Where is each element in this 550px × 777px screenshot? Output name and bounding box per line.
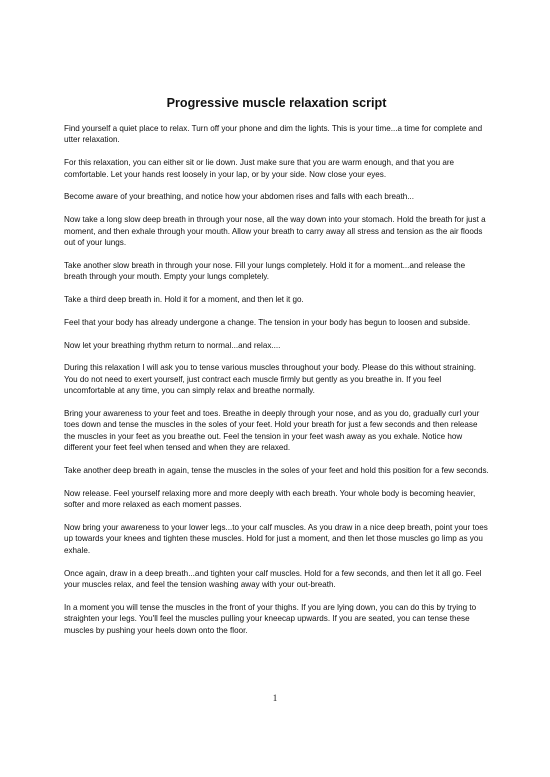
document-title: Progressive muscle relaxation script	[166, 96, 387, 110]
paragraph: Find yourself a quiet place to relax. Turn off your phone and dim the lights. This is your time...a time for complete and utter relaxation.	[64, 124, 483, 145]
paragraph: Take another deep breath in again, tense the muscles in the soles of your feet and hold this position for a few seconds.	[64, 466, 489, 476]
paragraph: Feel that your body has already undergone a change. The tension in your body has begun to loosen and subside.	[64, 317, 471, 327]
paragraph: In a moment you will tense the muscles in the front of your thighs. If you are lying down, you can do this by trying to straighten your legs. You'll feel the muscles pulling your kneecap upwards. If you are seated, you can tense these muscles by pushing your heels down onto the floor.	[64, 602, 477, 635]
paragraph: For this relaxation, you can either sit or lie down. Just make sure that you are warm enough, and that you are comfortable. Let your hands rest loosely in your lap, or by your side. Now close your eyes.	[64, 158, 455, 179]
paragraph: Become aware of your breathing, and notice how your abdomen rises and falls with each breath...	[64, 192, 415, 202]
paragraph: Bring your awareness to your feet and toes. Breathe in deeply through your nose, and as you do, gradually curl your toes down and tense the muscles in the soles of your feet. Hold your breath for just a few seconds and then release the muscles in your feet as you breathe out. Feel the tension in your feet wash away as you exhale. Notice how different your feet feel when tensed and when they are relaxed.	[64, 409, 480, 453]
paragraph: Take a third deep breath in. Hold it for a moment, and then let it go.	[64, 295, 304, 305]
page-content	[64, 96, 489, 647]
paragraph: Take another slow breath in through your nose. Fill your lungs completely. Hold it for a moment...and release the breath through your mouth. Empty your lungs completely.	[64, 260, 466, 282]
paragraph: Now let your breathing rhythm return to normal...and relax....	[64, 340, 281, 350]
paragraph: Once again, draw in a deep breath...and tighten your calf muscles. Hold for a few seconds, and then let it all go. Feel your muscles relax, and feel the tension washing away with your out-breath.	[64, 568, 482, 590]
paragraph: During this relaxation I will ask you to tense various muscles throughout your body. Please do this without straining. You do not need to exert yourself, just contract each muscle firmly but gently as you breathe in. If you feel uncomfortable at any time, you can simply relax and breathe normally.	[64, 363, 476, 396]
paragraph: Now bring your awareness to your lower legs...to your calf muscles. As you draw in a nice deep breath, point your toes up towards your knees and tighten these muscles. Hold for just a moment, and then let those muscles go limp as you exhale.	[64, 523, 488, 555]
paragraph: Now take a long slow deep breath in through your nose, all the way down into your stomach. Hold the breath for just a moment, and then exhale through your mouth. Allow your breath to carry away all stress and tension as the air floods out of your lungs.	[64, 215, 486, 248]
paragraph: Now release. Feel yourself relaxing more and more deeply with each breath. Your whole body is becoming heavier, softer and more relaxed as each moment passes.	[64, 488, 476, 510]
page-number: 1	[272, 693, 278, 703]
